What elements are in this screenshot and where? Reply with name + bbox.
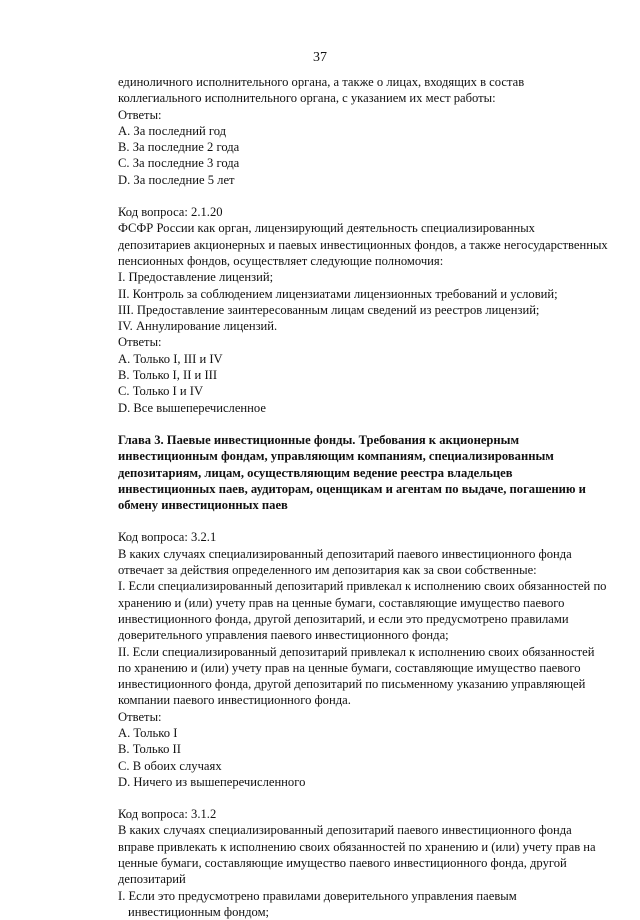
statement-item-continuation: инвестиционным фондом; <box>128 904 270 919</box>
answer-option: B. За последние 2 года <box>118 140 240 155</box>
question-text-line: пенсионных фондов, осуществляет следующие полномочия: <box>118 253 444 268</box>
answer-option: B. Только I, II и III <box>118 368 218 383</box>
answer-option: C. В обоих случаях <box>118 758 222 773</box>
statement-item: IV. Аннулирование лицензий. <box>118 319 278 334</box>
answer-option: C. Только I и IV <box>118 384 204 399</box>
question-text-line: по хранению и (или) учету прав на ценные бумаги, составляющие имущество паевого <box>118 660 581 675</box>
chapter-heading <box>118 432 624 513</box>
question-text-line: ФСФР России как орган, лицензирующий деятельность специализированных <box>118 221 535 236</box>
question-code: Код вопроса: 3.1.2 <box>118 807 217 822</box>
question-text-line: вправе привлекать к исполнению своих обязанностей по хранению и (или) учету прав на <box>118 839 596 854</box>
answer-option: A. Только I <box>118 725 178 740</box>
document-body <box>118 74 624 920</box>
question-3-2-1 <box>118 529 624 790</box>
question-text-line: компании паевого инвестиционного фонда. <box>118 693 351 708</box>
question-text-line: депозитариев акционерных и паевых инвестиционных фондов, а также негосударственных <box>118 237 608 252</box>
answer-option: C. За последние 3 года <box>118 156 240 171</box>
answer-option: D. Все вышеперечисленное <box>118 400 266 415</box>
question-code: Код вопроса: 3.2.1 <box>118 530 217 545</box>
question-text-line: отвечает за действия определенного им депозитария как за свои собственные: <box>118 563 537 578</box>
question-text-line: В каких случаях специализированный депозитарий паевого инвестиционного фонда <box>118 546 572 561</box>
answer-option: A. Только I, III и IV <box>118 351 223 366</box>
spacer <box>118 188 624 204</box>
statement-item: I. Если это предусмотрено правилами доверительного управления паевым <box>118 888 517 903</box>
question-text-line: В каких случаях специализированный депозитарий паевого инвестиционного фонда <box>118 823 572 838</box>
question-text-line: доверительного управления паевого инвестиционного фонда; <box>118 628 449 643</box>
answer-option: D. За последние 5 лет <box>118 172 235 187</box>
question-text-line: I. Если специализированный депозитарий привлекал к исполнению своих обязанностей по <box>118 579 607 594</box>
answer-option: B. Только II <box>118 742 181 757</box>
chapter-heading-line: инвестиционным фондам, управляющим компаниям, специализированным <box>118 449 554 464</box>
question-code: Код вопроса: 2.1.20 <box>118 205 223 220</box>
question-text-line: инвестиционного фонда, другой депозитарий по письменному указанию управляющей <box>118 677 586 692</box>
page-number: 37 <box>313 50 327 65</box>
spacer <box>118 416 624 432</box>
intro-block <box>118 74 624 188</box>
question-2-1-20 <box>118 204 624 416</box>
question-text-line: хранению и (или) учету прав на ценные бумаги, составляющие имущество паевого <box>118 595 565 610</box>
question-text-line: ценные бумаги, составляющие имущество паевого инвестиционного фонда, другой <box>118 856 567 871</box>
question-3-1-2 <box>118 806 624 920</box>
statement-item: III. Предоставление заинтересованным лицам сведений из реестров лицензий; <box>118 302 540 317</box>
answer-option: A. За последний год <box>118 123 227 138</box>
spacer <box>118 790 624 806</box>
spacer <box>118 513 624 529</box>
intro-line: коллегиального исполнительного органа, с указанием их мест работы: <box>118 91 496 106</box>
statement-item: I. Предоставление лицензий; <box>118 270 274 285</box>
answers-label: Ответы: <box>118 107 162 122</box>
answers-label: Ответы: <box>118 335 162 350</box>
question-text-line: депозитарий <box>118 872 186 887</box>
chapter-heading-line: инвестиционных паев, аудиторам, оценщикам и агентам по выдаче, погашению и <box>118 481 586 496</box>
question-text-line: инвестиционного фонда, другой депозитарий, и если это предусмотрено правилами <box>118 611 569 626</box>
intro-line: единоличного исполнительного органа, а также о лицах, входящих в состав <box>118 75 525 89</box>
statement-item: II. Контроль за соблюдением лицензиатами лицензионных требований и условий; <box>118 286 558 301</box>
chapter-heading-line: Глава 3. Паевые инвестиционные фонды. Требования к акционерным <box>118 432 520 447</box>
chapter-heading-line: обмену инвестиционных паев <box>118 498 288 513</box>
chapter-heading-line: депозитариям, лицам, осуществляющим ведение реестра владельцев <box>118 465 513 480</box>
answer-option: D. Ничего из вышеперечисленного <box>118 774 306 789</box>
answers-label: Ответы: <box>118 709 162 724</box>
question-text-line: II. Если специализированный депозитарий привлекал к исполнению своих обязанностей <box>118 644 595 659</box>
